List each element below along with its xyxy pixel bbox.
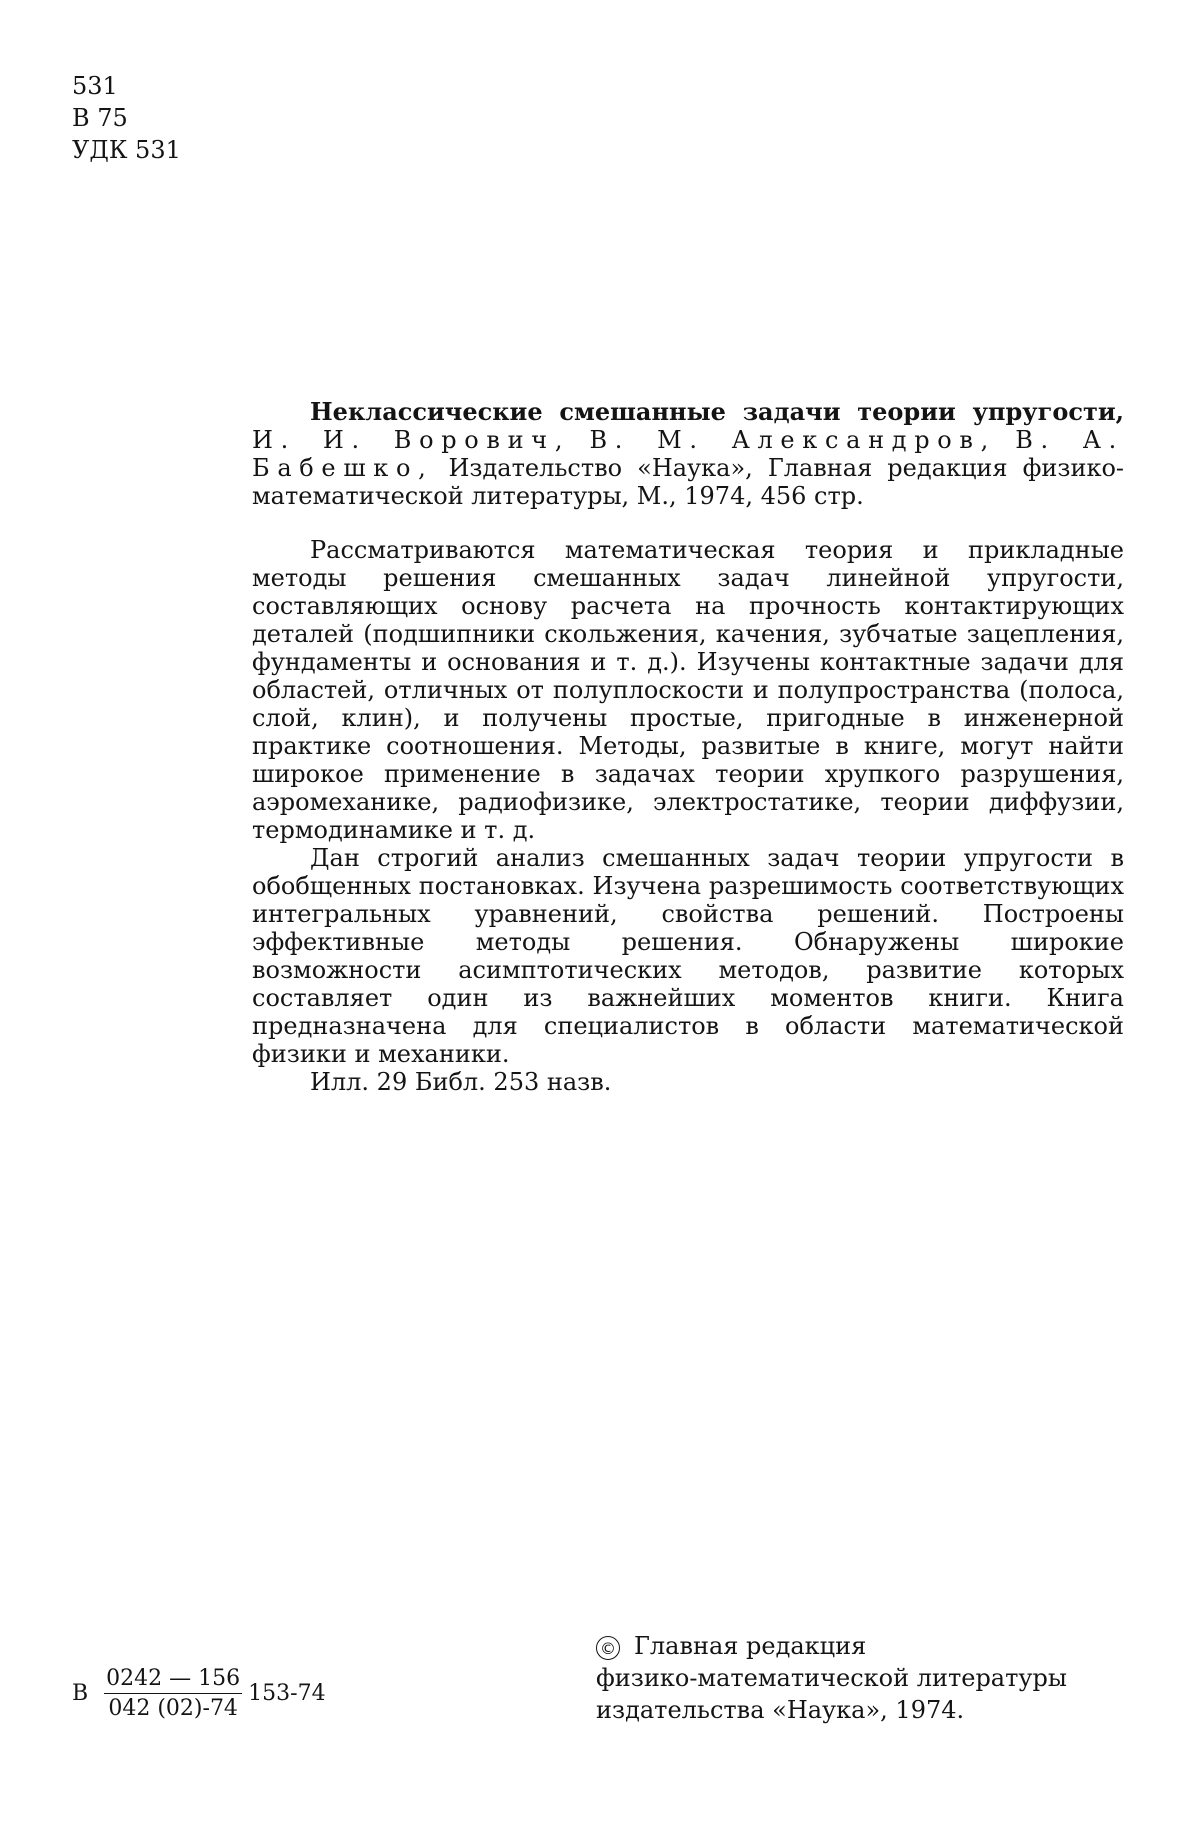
book-title: Неклассические смешанные задачи теории упругости, bbox=[310, 397, 1124, 426]
catalog-numerator: 0242 — 156 bbox=[106, 1666, 241, 1691]
abstract-paragraph-2: Дан строгий анализ смешанных задач теории упругости в обобщенных постановках. Изучена разрешимость соответствующих интегральных уравнений, свойства решений. Построены эффективные методы решения. Обнаружены широкие возможности асимптотических методов, развитие которых составляет один из важнейших моментов книги. Книга предназначена для специалистов в области математической физики и механики. bbox=[252, 844, 1124, 1068]
copyright-line-1: Главная редакция bbox=[634, 1632, 867, 1660]
spacer bbox=[252, 510, 1124, 536]
bibliographic-reference bbox=[252, 398, 1124, 510]
copyright-icon: © bbox=[596, 1636, 620, 1660]
copyright-line-2: физико-математической литературы bbox=[596, 1664, 1067, 1692]
copyright-block bbox=[596, 1630, 1136, 1726]
catalog-suffix: 153-74 bbox=[248, 1681, 326, 1706]
classification-number: 531 bbox=[72, 72, 118, 100]
publisher-info: Издательство «Наука», Главная редакция физико-математической литературы, М., 1974, 456 стр. bbox=[252, 454, 1124, 510]
abstract-paragraph-1: Рассматриваются математическая теория и прикладные методы решения смешанных задач линейной упругости, составляющих основу расчета на прочность контактирующих деталей (подшипники скольжения, качения, зубчатые зацепления, фундаменты и основания и т. д.). Изучены контактные задачи для областей, отличных от полуплоскости и полупространства (полоса, слой, клин), и получены простые, пригодные в инженерной практике соотношения. Методы, развитые в книге, могут найти широкое применение в задачах теории хрупкого разрушения, аэромеханике, радиофизике, электростатике, теории диффузии, термодинамике и т. д. bbox=[252, 536, 1124, 844]
abstract-block bbox=[252, 398, 1124, 1096]
catalog-denominator: 042 (02)-74 bbox=[104, 1693, 242, 1721]
illustrations-count: Илл. 29 Библ. 253 назв. bbox=[310, 1068, 612, 1096]
author-babeshko: В. А. Бабешко, bbox=[252, 426, 1124, 482]
udc-code: УДК 531 bbox=[72, 136, 181, 164]
library-code: В 75 bbox=[72, 104, 128, 132]
catalog-fraction bbox=[102, 1666, 244, 1721]
author-vorovich: И. И. Ворович, bbox=[252, 426, 571, 454]
author-aleksandrov: В. М. Александров, bbox=[589, 426, 996, 454]
catalog-code bbox=[72, 1666, 326, 1721]
copyright-line-3: издательства «Наука», 1974. bbox=[596, 1696, 965, 1724]
udc-block bbox=[72, 70, 181, 166]
catalog-prefix: В bbox=[72, 1681, 89, 1706]
